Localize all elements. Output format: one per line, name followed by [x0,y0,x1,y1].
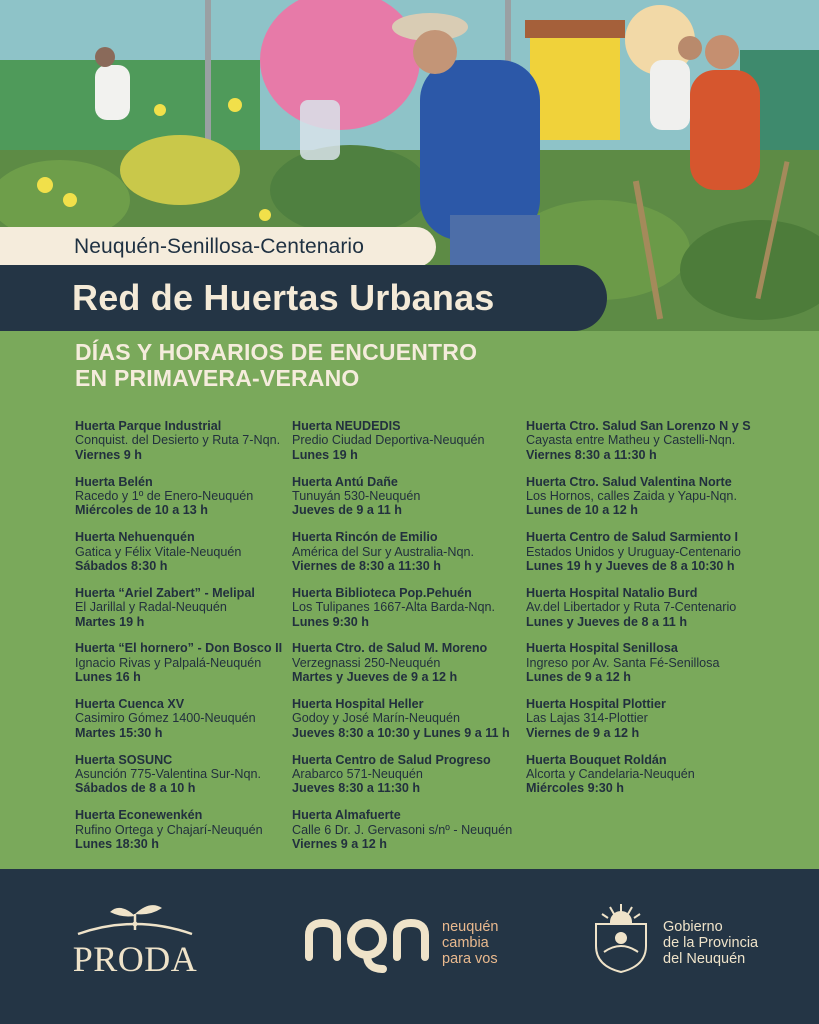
proda-logo [70,900,200,980]
garden-entry [292,475,524,531]
garden-entry [292,530,524,586]
garden-entry [526,753,806,809]
garden-address: Conquist. del Desierto y Ruta 7-Nqn. [75,433,281,448]
provincial-shield-icon [588,900,654,976]
garden-address: Arabarco 571-Neuquén [292,766,423,781]
garden-name: Huerta Hospital Natalio Burd [526,585,698,600]
garden-name: Huerta Biblioteca Pop.Pehuén [292,585,472,600]
garden-entry [292,641,524,697]
nqn-tagline-line: cambia [442,935,489,951]
garden-schedule: Jueves 8:30 a 11:30 h [292,781,421,796]
proda-wordmark: PRODA [72,939,198,979]
garden-entry [292,753,524,809]
garden-name: Huerta Centro de Salud Progreso [292,752,491,767]
garden-entry [292,808,524,864]
garden-schedule: Lunes de 9 a 12 h [526,670,631,685]
section-heading [75,339,675,391]
garden-name: Huerta Ctro. Salud San Lorenzo N y S [526,419,751,433]
nqn-wordmark-icon [305,915,430,975]
garden-address: Predio Ciudad Deportiva-Neuquén [292,433,485,448]
garden-name: Huerta SOSUNC [75,752,173,767]
nqn-tagline-line: para vos [442,951,498,967]
section-heading-line-2: EN PRIMAVERA-VERANO [75,365,360,391]
garden-name: Huerta Ctro. Salud Valentina Norte [526,474,732,489]
garden-name: Huerta Parque Industrial [75,419,222,433]
garden-schedule: Lunes 16 h [75,670,141,685]
garden-entry [292,586,524,642]
garden-address: Calle 6 Dr. J. Gervasoni s/nº - Neuquén [292,822,513,837]
garden-schedule: Miércoles de 10 a 13 h [75,503,209,518]
garden-schedule: Lunes 9:30 h [292,614,369,629]
garden-entry [75,808,290,864]
garden-entry [526,586,806,642]
garden-name: Huerta NEUDEDIS [292,419,401,433]
garden-name: Huerta Almafuerte [292,808,401,823]
garden-schedule: Sábados 8:30 h [75,559,168,573]
garden-name: Huerta Econewenkén [75,808,203,823]
garden-entry [526,475,806,531]
nqn-tagline-line: neuquén [442,919,499,935]
garden-name: Huerta Centro de Salud Sarmiento I [526,530,739,545]
garden-address: Los Tulipanes 1667-Alta Barda-Nqn. [292,600,496,615]
garden-address: Rufino Ortega y Chajarí-Neuquén [75,822,263,837]
gobierno-text-line: del Neuquén [663,951,746,967]
garden-schedule: Viernes de 9 a 12 h [526,725,640,740]
garden-name: Huerta “El hornero” - Don Bosco II [75,641,283,656]
garden-schedule: Jueves 8:30 a 10:30 y Lunes 9 a 11 h [292,725,510,740]
garden-name: Huerta Belén [75,474,153,489]
garden-entry [526,530,806,586]
garden-address: Alcorta y Candelaria-Neuquén [526,766,695,781]
schedule-column-1 [75,419,290,864]
garden-address: Casimiro Gómez 1400-Neuquén [75,711,256,726]
gobierno-text-line: Gobierno [663,919,723,935]
section-heading-line-1: DÍAS Y HORARIOS DE ENCUENTRO [75,339,478,365]
garden-entry [75,753,290,809]
garden-schedule: Viernes 9 a 12 h [292,836,387,851]
garden-schedule: Lunes y Jueves de 8 a 11 h [526,614,688,629]
garden-entry [75,419,290,475]
garden-schedule: Jueves de 9 a 11 h [292,503,402,518]
nqn-logo [305,915,525,975]
garden-address: Las Lajas 314-Plottier [526,711,648,726]
garden-address: Cayasta entre Matheu y Castelli-Nqn. [526,433,736,448]
garden-address: Los Hornos, calles Zaida y Yapu-Nqn. [526,489,737,503]
garden-schedule: Sábados de 8 a 10 h [75,781,196,796]
garden-schedule: Lunes 19 h y Jueves de 8 a 10:30 h [526,559,735,573]
garden-schedule: Lunes de 10 a 12 h [526,503,638,518]
garden-entry [292,419,524,475]
garden-entry [75,586,290,642]
garden-entry [75,641,290,697]
garden-address: Racedo y 1º de Enero-Neuquén [75,489,254,503]
garden-schedule: Viernes de 8:30 a 11:30 h [292,559,441,573]
gobierno-text [663,919,758,967]
garden-name: Huerta Hospital Senillosa [526,641,678,656]
garden-schedule: Viernes 9 h [75,447,142,462]
garden-address: Av.del Libertador y Ruta 7-Centenario [526,600,737,615]
nqn-tagline [442,919,498,967]
gobierno-text-line: de la Provincia [663,935,759,951]
garden-name: Huerta Bouquet Roldán [526,752,667,767]
gobierno-logo [588,900,768,980]
garden-entry [526,419,806,475]
garden-address: Verzegnassi 250-Neuquén [292,655,441,670]
garden-schedule: Lunes 18:30 h [75,836,159,851]
garden-address: Estados Unidos y Uruguay-Centenario [526,544,741,559]
garden-name: Huerta Ctro. de Salud M. Moreno [292,641,488,656]
garden-schedule: Miércoles 9:30 h [526,781,624,796]
garden-address: Gatica y Félix Vitale-Neuquén [75,544,242,559]
garden-name: Huerta Nehuenquén [75,530,195,545]
garden-schedule: Martes 15:30 h [75,725,163,740]
garden-name: Huerta “Ariel Zabert” - Melipal [75,585,255,600]
garden-schedule: Martes 19 h [75,614,145,629]
page-title: Red de Huertas Urbanas [0,265,607,331]
garden-entry [75,697,290,753]
garden-name: Huerta Cuenca XV [75,696,185,711]
garden-name: Huerta Rincón de Emilio [292,530,438,545]
garden-address: Ingreso por Av. Santa Fé-Senillosa [526,655,720,670]
garden-address: El Jarillal y Radal-Neuquén [75,600,227,615]
garden-name: Huerta Antú Dañe [292,474,398,489]
garden-schedule: Martes y Jueves de 9 a 12 h [292,670,458,685]
garden-address: Ignacio Rivas y Palpalá-Neuquén [75,655,262,670]
garden-name: Huerta Hospital Plottier [526,696,666,711]
garden-address: Asunción 775-Valentina Sur-Nqn. [75,766,261,781]
garden-address: Tunuyán 530-Neuquén [292,489,421,503]
garden-entry [75,475,290,531]
sprout-icon [70,900,200,942]
garden-name: Huerta Hospital Heller [292,696,424,711]
schedule-column-2 [292,419,524,864]
garden-entry [526,641,806,697]
garden-entry [526,697,806,753]
garden-entry [292,697,524,753]
schedule-column-3 [526,419,806,808]
garden-address: América del Sur y Australia-Nqn. [292,544,474,559]
garden-schedule: Viernes 8:30 a 11:30 h [526,447,657,462]
garden-entry [75,530,290,586]
garden-address: Godoy y José Marín-Neuquén [292,711,461,726]
garden-schedule: Lunes 19 h [292,447,358,462]
header-subtitle: Neuquén-Senillosa-Centenario [0,227,436,267]
